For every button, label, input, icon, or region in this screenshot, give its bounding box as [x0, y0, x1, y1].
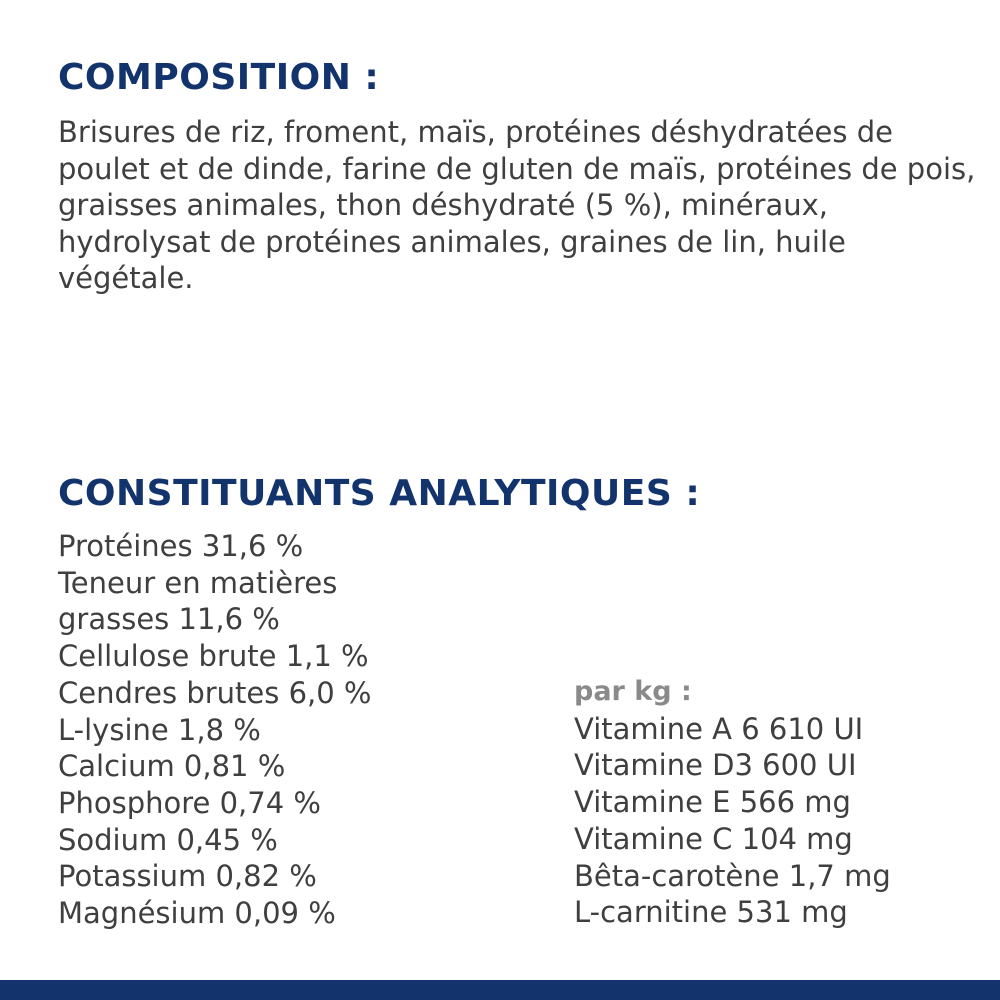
per-kg-heading: par kg : [574, 676, 692, 707]
list-item: Bêta-carotène 1,7 mg [574, 858, 891, 893]
per-kg-list [574, 711, 974, 931]
list-item: Protéines 31,6 % [58, 529, 304, 563]
bottom-bar [0, 980, 1000, 1000]
list-item: L-carnitine 531 mg [574, 895, 848, 930]
list-item: Potassium 0,82 % [58, 859, 317, 894]
list-item: Vitamine A 6 610 UI [574, 711, 864, 746]
list-item: Vitamine D3 600 UI [574, 748, 857, 783]
composition-text: Brisures de riz, froment, maïs, protéines déshydratées de poulet et de dinde, farine de gluten de maïs, protéines de pois, graisses animales, thon déshydraté (5 %), minéraux, hydrolysat de protéines animales, graines de lin, huile végétale. [58, 115, 976, 295]
analytical-constituents-list [58, 528, 418, 932]
list-item: Vitamine C 104 mg [574, 821, 853, 856]
list-item: Calcium 0,81 % [58, 749, 286, 784]
analytical-constituents-title: CONSTITUANTS ANALYTIQUES : [58, 473, 701, 514]
per-kg-block [574, 674, 974, 931]
list-item: Cendres brutes 6,0 % [58, 675, 372, 710]
list-item: Sodium 0,45 % [58, 822, 278, 857]
composition-title: COMPOSITION : [58, 57, 380, 98]
list-item: Phosphore 0,74 % [58, 785, 321, 820]
list-item: Teneur en matières grasses 11,6 % [58, 565, 347, 637]
list-item: Magnésium 0,09 % [58, 896, 336, 931]
list-item: L-lysine 1,8 % [58, 712, 261, 747]
list-item: Cellulose brute 1,1 % [58, 639, 369, 674]
list-item: Vitamine E 566 mg [574, 785, 851, 820]
